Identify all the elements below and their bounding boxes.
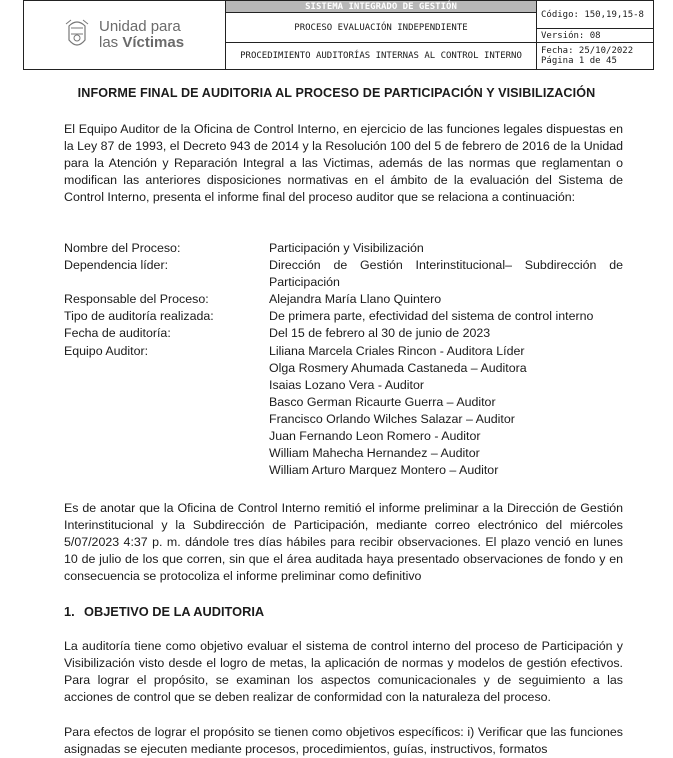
unidad-victimas-logo [28,7,221,63]
section-title: OBJETIVO DE LA AUDITORIA [84,604,265,619]
system-title: SISTEMA INTEGRADO DE GESTIÓN [226,1,537,13]
intro-paragraph: El Equipo Auditor de la Oficina de Control Interno, en ejercicio de las funciones legales dispuestas en la Ley 87 de 1993, el Decreto 943 de 2014 y la Resolución 100 del 5 de febrero de 2016 de la Unidad para la Atención y Reparación Integral a las Victimas, además de las normas que reglamentan o modifican las anteriores disposiciones normativas en el ámbito de la evaluación del Sistema de Control Interno, presenta el informe final del proceso auditor que se relaciona a continuación: [64,122,623,205]
team-member: Isaias Lozano Vera - Auditor [269,377,424,392]
team-member: Liliana Marcela Criales Rincon - Auditora Líder [269,343,525,358]
team-member: Olga Rosmery Ahumada Castaneda – Auditora [269,360,527,375]
team-member: Basco German Ricaurte Guerra – Auditor [269,394,496,409]
section-number: 1. [64,604,75,619]
logo-line1: Unidad para [99,18,181,35]
code: Código: 150,19,15-8 [537,1,654,29]
process-value: Participación y Visibilización [269,241,424,255]
audit-type-value: De primera parte, efectividad del sistema de control interno [269,309,594,324]
section-heading [64,604,264,619]
objective-paragraph: La auditoría tiene como objetivo evaluar el sistema de control interno del proceso de Participación y Visibilización visto desde el logro de metas, la aplicación de normas y modelos de gestión efectivos. Para lograr el propósito, se examinan los aspectos comunicacionales y de seguimiento a las acciones de control que se deben realizar de conformidad con la naturaleza del proceso. [64,639,623,705]
page-number: Página 1 de 45 [541,56,617,67]
team-list [269,343,623,480]
audit-info [64,240,623,479]
audit-date-label: Fecha de auditoría: [64,326,171,341]
process-label: Nombre del Proceso: [64,241,181,255]
responsible-value: Alejandra María Llano Quintero [269,292,442,307]
lead-unit-label: Dependencia líder: [64,258,169,273]
report-title: INFORME FINAL DE AUDITORIA AL PROCESO DE PARTICIPACIÓN Y VISIBILIZACIÓN [77,86,596,100]
logo-line2-prefix: las [99,34,123,51]
date: Fecha: 25/10/2022 [541,46,634,57]
team-label: Equipo Auditor: [64,343,149,358]
procedure-name: PROCEDIMIENTO AUDITORÍAS INTERNAS AL CONTROL INTERNO [226,43,537,70]
lead-unit-value: Dirección de Gestión Interinstitucional– Subdirección de Participación [269,258,623,290]
logo-line2-bold: Víctimas [122,34,185,51]
process-name: PROCESO EVALUACIÓN INDEPENDIENTE [226,13,537,43]
team-member: William Arturo Marquez Montero – Auditor [269,463,499,478]
version: Versión: 08 [537,29,654,43]
responsible-label: Responsable del Proceso: [64,292,209,307]
team-member: Juan Fernando Leon Romero - Auditor [269,429,481,444]
audit-type-label: Tipo de auditoría realizada: [64,309,214,324]
team-member: Francisco Orlando Wilches Salazar – Auditor [269,411,515,426]
preliminary-report-note: Es de anotar que la Oficina de Control Interno remitió el informe preliminar a la Dirección de Gestión Interinstitucional y la Subdirección de Participación, mediante correo electrónico del miércoles 5/07/2023 4:37 p. m. dándole tres días hábiles para recibir observaciones. El plazo venció en lunes 10 de julio de los que corren, sin que el área auditada haya presentado observaciones de fondo y en consecuencia se protocoliza el informe preliminar como definitivo [64,501,623,584]
document-header [23,0,654,70]
team-member: William Mahecha Hernandez – Auditor [269,446,480,461]
logo-cell [24,1,226,70]
audit-date-value: Del 15 de febrero al 30 de junio de 2023 [269,326,491,341]
specific-objectives-paragraph: Para efectos de lograr el propósito se tienen como objetivos específicos: i) Verificar que las funciones asignadas se ejecuten mediante procesos, procedimientos, guías, instructivos, formatos [64,725,623,757]
colombia-coat-of-arms-icon [62,16,92,54]
